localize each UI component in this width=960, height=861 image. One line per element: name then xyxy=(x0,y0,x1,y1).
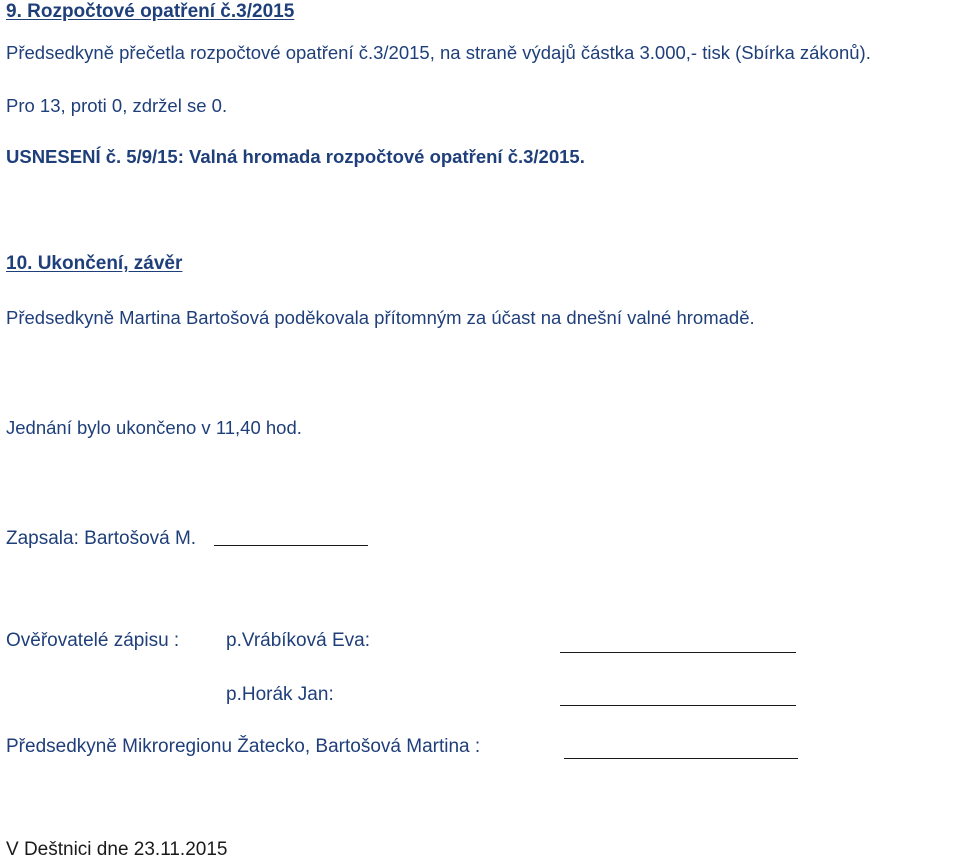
section-10-heading: 10. Ukončení, závěr xyxy=(6,253,183,274)
section-9-heading: 9. Rozpočtové opatření č.3/2015 xyxy=(6,1,295,22)
section-9-text: Předsedkyně přečetla rozpočtové opatření č.3/2015, na straně výdajů částka 3.000,- tisk (Sbírka zákonů). xyxy=(6,42,871,63)
verifier-1-name: p.Vrábíková Eva: xyxy=(226,630,370,651)
place-and-date: V Deštnici dne 23.11.2015 xyxy=(6,839,228,860)
section-10-thanks: Předsedkyně Martina Bartošová poděkovala přítomným za účast na dnešní valné hromadě. xyxy=(6,307,755,328)
recorded-by-label: Zapsala: Bartošová M. xyxy=(6,528,197,549)
section-9-vote: Pro 13, proti 0, zdržel se 0. xyxy=(6,95,228,116)
section-10-closing: Jednání bylo ukončeno v 11,40 hod. xyxy=(6,417,302,438)
chair-label: Předsedkyně Mikroregionu Žatecko, Bartošová Martina : xyxy=(6,736,481,757)
section-9-resolution: USNESENÍ č. 5/9/15: Valná hromada rozpočtové opatření č.3/2015. xyxy=(6,146,585,167)
verifiers-label: Ověřovatelé zápisu : xyxy=(6,630,180,651)
chair-signature-line xyxy=(564,758,798,759)
verifier-1-signature-line xyxy=(560,652,796,653)
recorded-by-signature-line xyxy=(214,545,368,546)
verifier-2-signature-line xyxy=(560,705,796,706)
verifier-2-name: p.Horák Jan: xyxy=(226,684,334,705)
